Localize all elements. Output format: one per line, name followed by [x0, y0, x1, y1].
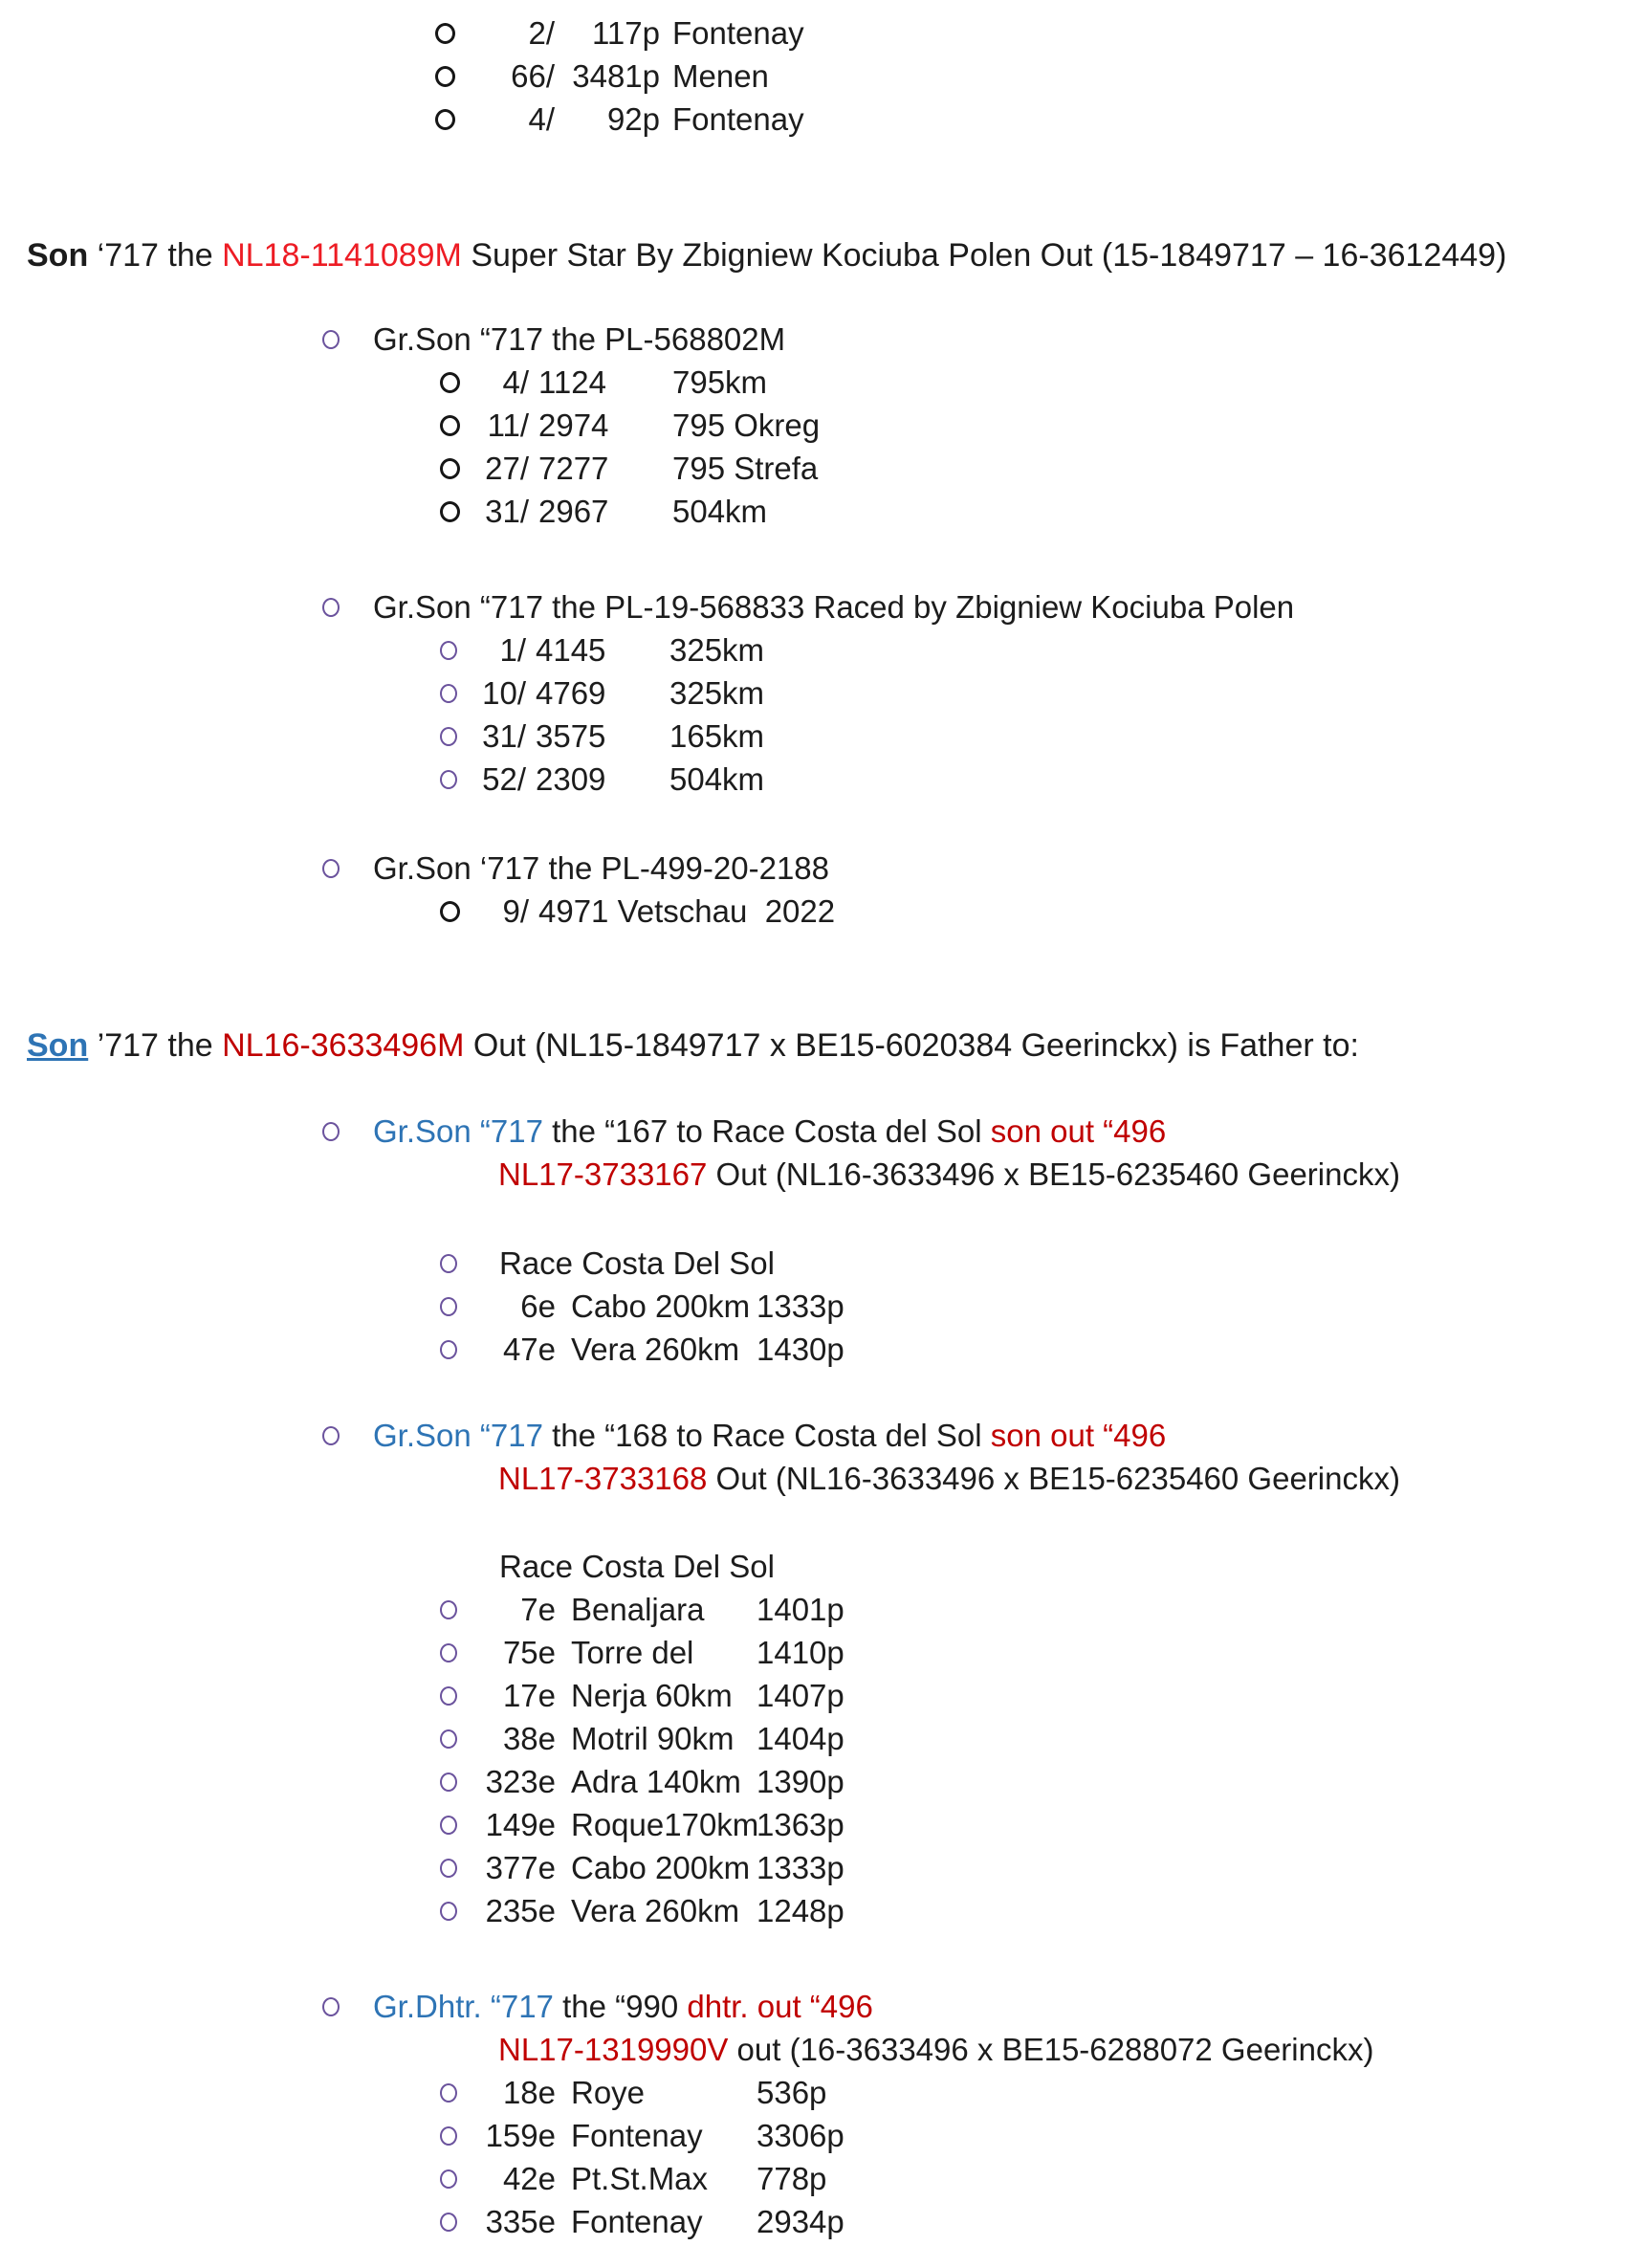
result-row: [0, 2114, 1645, 2157]
result-points: 1401p: [757, 1591, 844, 1627]
result-rank: 47e: [502, 1331, 556, 1367]
result-rank: 10/: [482, 674, 526, 711]
heading-text: Super Star By Zbigniew Kociuba Polen Out (15-1849717 – 16-3612449): [461, 237, 1507, 274]
grson-heading: [0, 847, 1645, 890]
grson-name: Gr.Son “717: [373, 1418, 543, 1453]
grson-heading: [0, 1414, 1645, 1457]
result-row: [0, 361, 1645, 404]
result-distance: 795 Okreg: [672, 407, 821, 443]
result-race: Fontenay: [571, 2203, 703, 2239]
result-count: 3481p: [572, 57, 660, 94]
result-race: Adra 140km: [571, 1763, 741, 1799]
grdhtr-name: Gr.Dhtr. “717: [373, 1989, 554, 2024]
heading-son-nl16: [0, 1022, 1645, 1069]
grson-note: son out “496: [990, 1418, 1167, 1453]
result-row: [0, 1285, 1645, 1328]
grdhtr-heading: [0, 1985, 1645, 2028]
result-points: 1363p: [757, 1806, 844, 1842]
section-grson-168: [0, 1414, 1645, 1932]
result-rank: 235e: [485, 1892, 556, 1928]
result-total: 4769: [536, 674, 606, 711]
result-race: Motril 90km: [571, 1720, 735, 1756]
result-distance: 325km: [669, 674, 765, 711]
grson-title: Gr.Son ‘717 the PL-499-20-2188: [373, 850, 830, 886]
result-rank: 335e: [485, 2203, 556, 2239]
race-title-row: [0, 1242, 1645, 1285]
heading-lead: Son: [27, 1027, 89, 1064]
circle-bullet-icon: [322, 1997, 340, 2016]
circle-bullet-icon: [435, 109, 455, 130]
result-rank: 52/: [482, 760, 526, 797]
circle-bullet-icon: [440, 641, 457, 660]
result-points: 1430p: [757, 1331, 844, 1367]
result-place: Fontenay: [672, 14, 804, 51]
result-distance: 325km: [669, 631, 765, 668]
result-row: [0, 1760, 1645, 1803]
circle-bullet-icon: [440, 1902, 457, 1921]
result-points: 1248p: [757, 1892, 844, 1928]
grson-text: the “167 to Race Costa del Sol: [542, 1113, 991, 1149]
circle-bullet-icon: [440, 1773, 457, 1792]
result-total: 2974: [538, 407, 609, 443]
race-results-list: [0, 1242, 1645, 1371]
grson-text: Out (NL16-3633496 x BE15-6235460 Geerinckx): [707, 1156, 1400, 1192]
circle-bullet-icon: [440, 2083, 457, 2103]
result-race: Nerja 60km: [571, 1677, 733, 1713]
circle-bullet-icon: [440, 2213, 457, 2232]
result-rank: 7e: [520, 1591, 556, 1627]
result-row: [0, 1717, 1645, 1760]
result-place: Fontenay: [672, 100, 804, 137]
result-race: Vera 260km: [571, 1892, 740, 1928]
result-row: [0, 1803, 1645, 1846]
result-rank: 31/: [485, 493, 529, 529]
result-row: [0, 1674, 1645, 1717]
result-rank: 6e: [520, 1288, 556, 1324]
result-race: Benaljara: [571, 1591, 705, 1627]
result-row: [0, 715, 1645, 758]
result-total: 2967: [538, 493, 609, 529]
result-points: 1404p: [757, 1720, 844, 1756]
circle-bullet-icon: [440, 415, 460, 436]
grson-text: Out (NL16-3633496 x BE15-6235460 Geerinckx): [707, 1461, 1400, 1496]
ring-number: NL17-3733168: [498, 1461, 708, 1496]
result-distance: 795 Strefa: [672, 450, 819, 486]
result-rank: 42e: [502, 2160, 556, 2196]
result-total: 2309: [536, 760, 606, 797]
result-row: [0, 490, 1645, 533]
result-row: [0, 55, 1645, 98]
section-grson-802: [0, 318, 1645, 533]
result-rank: 17e: [502, 1677, 556, 1713]
circle-bullet-icon: [440, 770, 457, 789]
circle-bullet-icon: [440, 727, 457, 746]
result-points: 2934p: [757, 2203, 844, 2239]
ring-number: NL16-3633496M: [222, 1027, 465, 1064]
result-rank: 1/: [499, 631, 526, 668]
heading-lead: Son: [27, 237, 89, 274]
circle-bullet-icon: [440, 1729, 457, 1749]
ring-number: NL18-1141089M: [222, 237, 462, 274]
result-points: 1390p: [757, 1763, 844, 1799]
circle-bullet-icon: [440, 1643, 457, 1662]
race-results-list: [0, 2071, 1645, 2243]
result-row: [0, 1328, 1645, 1371]
result-total: 1124: [538, 363, 606, 400]
race-results-list: [0, 1588, 1645, 1932]
result-row: [0, 758, 1645, 801]
circle-bullet-icon: [440, 1816, 457, 1835]
grson-text: the “168 to Race Costa del Sol: [542, 1418, 991, 1453]
result-total: 7277: [538, 450, 609, 486]
heading-text: ’717 the: [88, 1027, 223, 1064]
circle-bullet-icon: [440, 1686, 457, 1706]
circle-bullet-icon: [322, 859, 340, 878]
result-rank: 377e: [485, 1849, 556, 1885]
ring-number: NL17-1319990V: [498, 2032, 729, 2067]
circle-bullet-icon: [440, 458, 460, 479]
result-rank: 31/: [482, 717, 526, 754]
result-row: [0, 11, 1645, 55]
result-row: [0, 2157, 1645, 2200]
race-title: [0, 1545, 1645, 1588]
result-distance: 504km: [669, 760, 765, 797]
result-rank: 66/: [511, 57, 555, 94]
result-rank: 4/: [528, 100, 555, 137]
result-rank: 4/: [502, 363, 529, 400]
result-row: [0, 628, 1645, 672]
result-race: Torre del: [571, 1634, 694, 1670]
heading-text: Out (NL15-1849717 x BE15-6020384 Geerinckx) is Father to:: [464, 1027, 1359, 1064]
circle-bullet-icon: [440, 1859, 457, 1878]
section-grdhtr-990: [0, 1985, 1645, 2243]
ring-number: NL17-3733167: [498, 1156, 708, 1192]
result-row: [0, 1631, 1645, 1674]
result-rank: 38e: [502, 1720, 556, 1756]
grdhtr-text: out (16-3633496 x BE15-6288072 Geerinckx): [728, 2032, 1374, 2067]
circle-bullet-icon: [440, 1254, 457, 1273]
result-row: [0, 1846, 1645, 1889]
circle-bullet-icon: [322, 330, 340, 349]
circle-bullet-icon: [322, 1426, 340, 1445]
result-race: Fontenay: [571, 2117, 703, 2153]
result-points: 778p: [757, 2160, 827, 2196]
result-row: [0, 2071, 1645, 2114]
result-total: 3575: [536, 717, 606, 754]
result-points: 3306p: [757, 2117, 844, 2153]
result-row: [0, 672, 1645, 715]
heading-text: ‘717 the: [88, 237, 223, 274]
result-place: Menen: [672, 57, 769, 94]
circle-bullet-icon: [440, 684, 457, 703]
result-rank: 2/: [528, 14, 555, 51]
result-rank: 149e: [485, 1806, 556, 1842]
result-race: Pt.St.Max: [571, 2160, 709, 2196]
result-row: [0, 404, 1645, 447]
grson-heading: [0, 585, 1645, 628]
circle-bullet-icon: [440, 372, 460, 393]
section-grson-833: [0, 585, 1645, 801]
circle-bullet-icon: [322, 598, 340, 617]
result-total: 4971 Vetschau 2022: [538, 892, 836, 929]
circle-bullet-icon: [322, 1122, 340, 1141]
grson-heading-line2: [0, 1153, 1645, 1196]
result-points: 1333p: [757, 1849, 844, 1885]
grdhtr-heading-line2: [0, 2028, 1645, 2071]
intro-results-list: [0, 0, 1645, 141]
result-race: Roque170km: [571, 1806, 759, 1842]
race-title-text: Race Costa Del Sol: [499, 1549, 775, 1584]
result-points: 1410p: [757, 1634, 844, 1670]
result-row: [0, 1889, 1645, 1932]
result-row: [0, 447, 1645, 490]
circle-bullet-icon: [440, 2126, 457, 2146]
result-count: 117p: [592, 14, 660, 51]
grson-heading: [0, 1110, 1645, 1153]
circle-bullet-icon: [440, 1600, 457, 1619]
result-count: 92p: [606, 100, 660, 137]
result-rank: 323e: [485, 1763, 556, 1799]
circle-bullet-icon: [435, 66, 455, 87]
result-race: Vera 260km: [571, 1331, 740, 1367]
circle-bullet-icon: [440, 1340, 457, 1359]
grson-name: Gr.Son “717: [373, 1113, 543, 1149]
circle-bullet-icon: [440, 901, 460, 922]
result-rank: 18e: [502, 2074, 556, 2110]
result-rank: 75e: [502, 1634, 556, 1670]
grson-title: Gr.Son “717 the PL-568802M: [373, 321, 786, 357]
grson-heading-line2: [0, 1457, 1645, 1500]
result-points: 1407p: [757, 1677, 844, 1713]
circle-bullet-icon: [440, 501, 460, 522]
heading-son-nl18: [0, 231, 1645, 279]
result-distance: 795km: [672, 363, 768, 400]
race-title: Race Costa Del Sol: [499, 1244, 775, 1281]
result-distance: 165km: [669, 717, 765, 754]
result-distance: 504km: [672, 493, 768, 529]
result-race: Roye: [571, 2074, 646, 2110]
grson-title: Gr.Son “717 the PL-19-568833 Raced by Zbigniew Kociuba Polen: [373, 589, 1295, 625]
grson-note: son out “496: [990, 1113, 1167, 1149]
grson-heading: [0, 318, 1645, 361]
circle-bullet-icon: [435, 23, 455, 44]
result-race: Cabo 200km: [571, 1288, 751, 1324]
grdhtr-text: the “990: [553, 1989, 688, 2024]
result-row: [0, 1588, 1645, 1631]
grdhtr-note: dhtr. out “496: [687, 1989, 873, 2024]
result-rank: 9/: [502, 892, 529, 929]
circle-bullet-icon: [440, 1297, 457, 1316]
result-rank: 27/: [485, 450, 529, 486]
result-points: 536p: [757, 2074, 827, 2110]
result-race: Cabo 200km: [571, 1849, 751, 1885]
section-grson-2188: [0, 847, 1645, 933]
result-row: [0, 2200, 1645, 2243]
result-points: 1333p: [757, 1288, 844, 1324]
result-rank: 159e: [485, 2117, 556, 2153]
section-grson-167: [0, 1110, 1645, 1371]
result-rank: 11/: [487, 407, 529, 443]
result-row: [0, 890, 1645, 933]
result-row: [0, 98, 1645, 141]
circle-bullet-icon: [440, 2169, 457, 2189]
result-total: 4145: [536, 631, 606, 668]
